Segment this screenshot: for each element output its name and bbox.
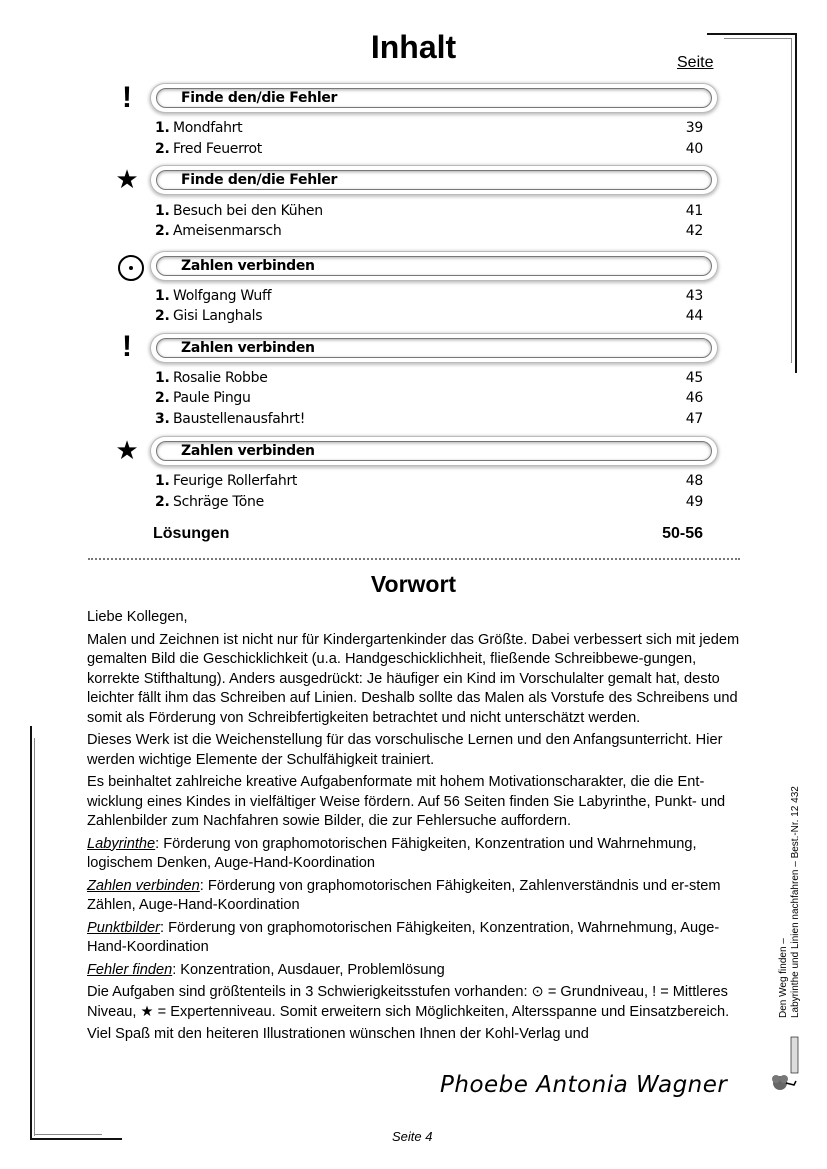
definition-term: Zahlen verbinden [87,877,200,894]
definition [87,877,747,916]
exclamation-icon: ! [122,330,132,363]
toc-item-page: 45 [685,370,703,386]
frame-line [791,38,792,363]
toc-item[interactable] [155,203,703,221]
frame-line [34,1134,102,1135]
frame-line [795,33,797,373]
toc-item-number: 2. [155,223,170,239]
toc-item[interactable] [155,494,703,512]
definition-term: Fehler finden [87,961,173,978]
toc-item-title: Paule Pingu [173,390,251,406]
author-signature: Phoebe Antonia Wagner [440,1072,728,1098]
frame-line [30,726,32,1140]
toc-item-number: 3. [155,411,170,427]
tree-icon [770,1035,800,1095]
toc-item-page: 48 [685,473,703,489]
toc-item-page: 41 [685,203,703,219]
side-book-subtitle: Labyrinthe und Linien nachfahren – Best.-Nr. 12 432 [790,786,801,1018]
section-heading [151,252,717,280]
definition-text: : Konzentration, Ausdauer, Problemlösung [172,961,445,978]
section-heading [151,437,717,465]
page-number: Seite 4 [392,1129,433,1144]
toc-item-number: 1. [155,203,170,219]
frame-line [30,1138,122,1140]
section-heading-label: Zahlen verbinden [181,443,315,459]
toc-item-title: Baustellenausfahrt! [173,411,306,427]
foreword-paragraph: Malen und Zeichnen ist nicht nur für Kindergartenkinder das Größte. Dabei verbessert sich mit jedem gemalten Bild die Geschicklichkeit (u.a. Handgeschicklichheit, fließende Schreibbewe-gungen, korrekte Stifthaltung). Anders ausgedrückt: Je häufiger ein Kind im Vorschulalter gemalt hat, desto leichter fällt ihm das Schreiben auf Linien. Deshalb sollte das Malen als Vorstufe des Schreibens und somit als Förderung von Schreibfertigkeiten betrachtet und nicht unterschätzt werden. [87,631,740,726]
definition [87,961,747,981]
toc-item[interactable] [155,141,703,159]
toc-item-title: Rosalie Robbe [173,370,268,386]
toc-item[interactable] [155,288,703,306]
foreword-greeting: Liebe Kollegen, [87,609,188,625]
toc-item-number: 1. [155,473,170,489]
section-heading-label: Finde den/die Fehler [181,172,338,188]
solutions-label: Lösungen [153,525,230,542]
section-heading [151,166,717,194]
toc-item-title: Besuch bei den Kühen [173,203,323,219]
section-heading-label: Zahlen verbinden [181,340,315,356]
toc-item-number: 1. [155,288,170,304]
definition [87,919,747,958]
definition-text: : Förderung von graphomotorischen Fähigkeiten, Konzentration, Wahrnehmung, Auge-Hand-Koordination [87,919,720,955]
solutions-pages: 50-56 [662,525,703,542]
toc-item[interactable] [155,120,703,138]
toc-item[interactable] [155,390,703,408]
toc-item[interactable] [155,223,703,241]
toc-item[interactable] [155,370,703,388]
definition-term: Labyrinthe [87,835,156,852]
definition-text: : Förderung von graphomotorischen Fähigkeiten, Konzentration und Wahrnehmung, logischem Denken, Auge-Hand-Koordination [87,835,697,871]
toc-item-page: 43 [685,288,703,304]
toc-item-number: 1. [155,120,170,136]
definition [87,835,747,874]
contents-title: Inhalt [370,29,457,65]
toc-item-number: 1. [155,370,170,386]
toc-item-title: Ameisenmarsch [173,223,282,239]
toc-solutions[interactable] [153,525,703,543]
section-heading [151,84,717,112]
toc-item[interactable] [155,308,703,326]
toc-item-number: 2. [155,141,170,157]
toc-item[interactable] [155,411,703,429]
side-book-title: Den Weg finden – [778,938,789,1018]
dotted-divider [88,558,740,560]
toc-item-page: 40 [685,141,703,157]
frame-line [34,738,35,1136]
exclamation-icon: ! [122,81,132,114]
section-heading-label: Zahlen verbinden [181,258,315,274]
toc-item-title: Fred Feuerrot [173,141,262,157]
toc-item-number: 2. [155,308,170,324]
levels-paragraph: Die Aufgaben sind größtenteils in 3 Schwierigkeitsstufen vorhanden: ⊙ = Grundniveau, ! = Mittleres Niveau, ★ = Expertenniveau. Somit erweitern sich Möglichkeiten, Altersspanne und Einsatzbereich. [87,984,730,1020]
toc-item-title: Wolfgang Wuff [173,288,272,304]
toc-item-title: Mondfahrt [173,120,243,136]
toc-item-title: Schräge Töne [173,494,264,510]
toc-item-page: 46 [685,390,703,406]
star-icon: ★ [115,165,139,195]
toc-item-page: 49 [685,494,703,510]
toc-item[interactable] [155,473,703,491]
foreword-paragraph: Dieses Werk ist die Weichenstellung für das vorschulische Lernen und den Anfangsunterricht. Hier werden wichtige Elemente der Schulfähigkeit trainiert. [87,732,723,768]
foreword-body [87,608,747,1048]
circled-dot-icon [118,255,144,281]
star-icon: ★ [115,436,139,466]
foreword-title: Vorwort [370,571,457,597]
toc-item-number: 2. [155,494,170,510]
definition-text: : Förderung von graphomotorischen Fähigkeiten, Zahlenverständnis und er-stem Zählen, Auge-Hand-Koordination [87,877,721,913]
toc-item-page: 42 [685,223,703,239]
section-heading-label: Finde den/die Fehler [181,90,338,106]
section-heading [151,334,717,362]
toc-item-page: 47 [685,411,703,427]
toc-item-page: 44 [685,308,703,324]
closing-line: Viel Spaß mit den heiteren Illustrationen wünschen Ihnen der Kohl-Verlag und [87,1026,589,1042]
toc-item-title: Gisi Langhals [173,308,263,324]
page-column-label: Seite [677,54,714,71]
toc-item-title: Feurige Rollerfahrt [173,473,298,489]
foreword-paragraph: Es beinhaltet zahlreiche kreative Aufgabenformate mit hohem Motivationscharakter, die die Ent-wicklung eines Kindes in vielfältiger Weise fördern. Auf 56 Seiten finden Sie Labyrinthe, Punkt- und Zahlenbilder zum Nachfahren sowie Bilder, die zur Fehlersuche auffordern. [87,774,726,829]
definition-term: Punktbilder [87,919,161,936]
publisher-logo [770,1035,800,1095]
toc-item-number: 2. [155,390,170,406]
toc-item-page: 39 [685,120,703,136]
